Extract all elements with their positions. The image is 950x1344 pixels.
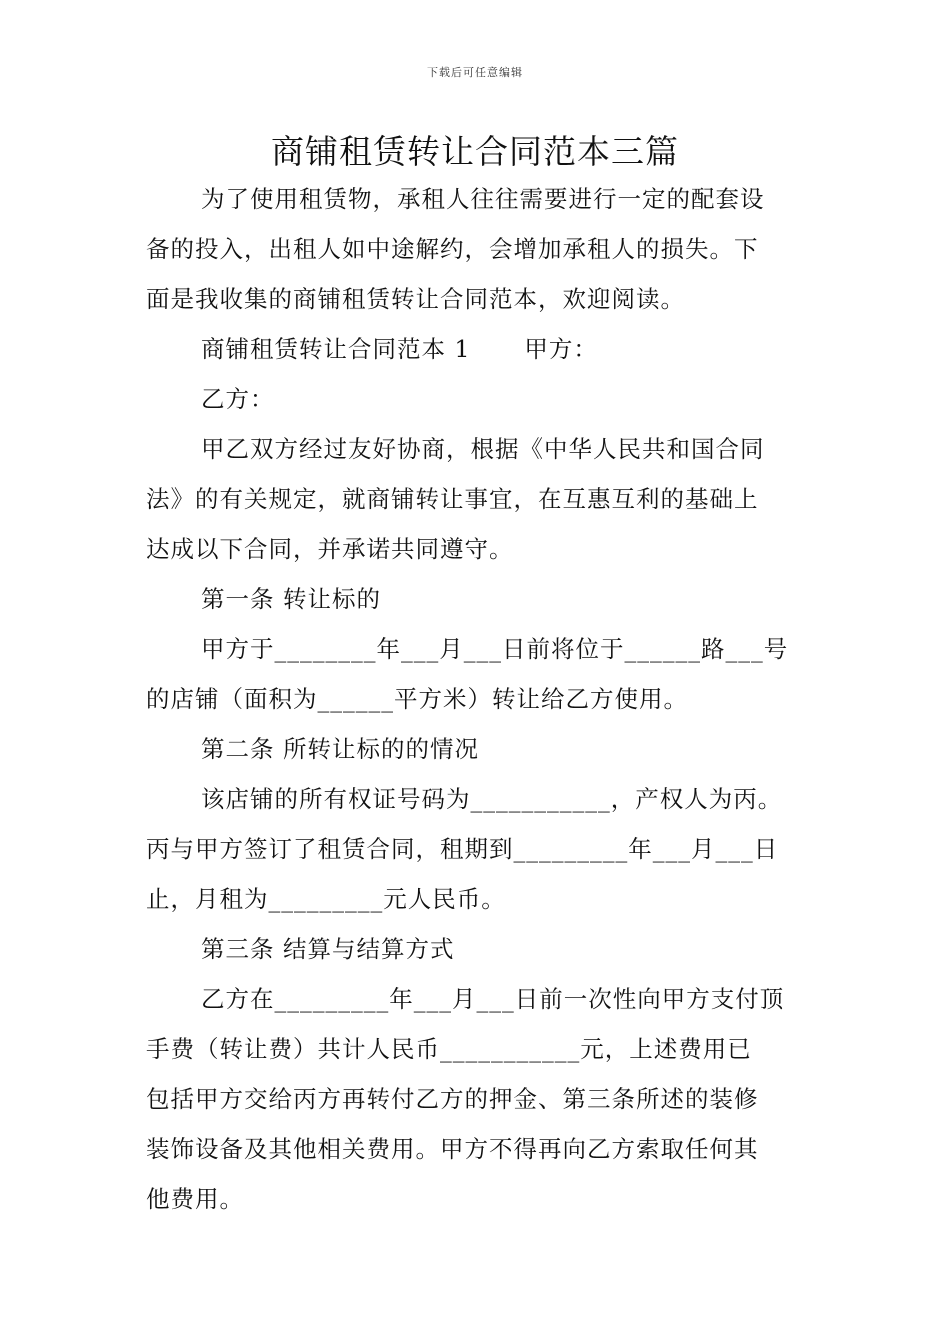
preamble-line-1: 甲乙双方经过友好协商，根据《中华人民共和国合同 bbox=[201, 435, 765, 463]
article-2-line-2: 丙与甲方签订了租赁合同，租期到_________年___月___日 bbox=[146, 835, 779, 863]
article-1 bbox=[146, 574, 826, 724]
article-1-line-1: 甲方于________年___月___日前将位于______路___号 bbox=[201, 635, 789, 663]
article-3-line-3: 包括甲方交给丙方再转付乙方的押金、第三条所述的装修 bbox=[146, 1085, 759, 1113]
article-3-line-5: 他费用。 bbox=[146, 1185, 244, 1213]
article-3-line-1: 乙方在_________年___月___日前一次性向甲方支付顶 bbox=[201, 985, 785, 1013]
contract-heading-row bbox=[146, 324, 826, 374]
preamble-paragraph bbox=[146, 424, 826, 574]
contract-heading-line bbox=[146, 324, 826, 374]
article-3-heading: 第三条 结算与结算方式 bbox=[201, 935, 455, 963]
intro-paragraph bbox=[146, 174, 826, 324]
article-2-line-1: 该店铺的所有权证号码为___________，产权人为丙。 bbox=[201, 785, 783, 813]
document-body bbox=[146, 174, 826, 1224]
contract-heading: 商铺租赁转让合同范本 1 bbox=[201, 335, 471, 363]
preamble-line-3: 达成以下合同，并承诺共同遵守。 bbox=[146, 535, 514, 563]
header-note: 下载后可任意编辑 bbox=[427, 66, 523, 79]
article-3-line-2: 手费（转让费）共计人民币___________元，上述费用已 bbox=[146, 1035, 752, 1063]
party-b-label: 乙方： bbox=[201, 385, 275, 413]
intro-line-3: 面是我收集的商铺租赁转让合同范本，欢迎阅读。 bbox=[146, 285, 685, 313]
party-a-label: 甲方： bbox=[524, 335, 598, 363]
article-1-line-2: 的店铺（面积为______平方米）转让给乙方使用。 bbox=[146, 685, 688, 713]
party-b-row bbox=[146, 374, 826, 424]
article-3 bbox=[146, 924, 826, 1224]
preamble-line-2: 法》的有关规定，就商铺转让事宜，在互惠互利的基础上 bbox=[146, 485, 759, 513]
article-1-heading: 第一条 转让标的 bbox=[201, 585, 381, 613]
intro-line-2: 备的投入，出租人如中途解约，会增加承租人的损失。下 bbox=[146, 235, 759, 263]
article-2 bbox=[146, 724, 826, 924]
document-title: 商铺租赁转让合同范本三篇 bbox=[271, 132, 679, 171]
article-2-heading: 第二条 所转让标的的情况 bbox=[201, 735, 479, 763]
intro-line-1: 为了使用租赁物，承租人往往需要进行一定的配套设 bbox=[201, 185, 765, 213]
article-3-line-4: 装饰设备及其他相关费用。甲方不得再向乙方索取任何其 bbox=[146, 1135, 759, 1163]
article-2-line-3: 止，月租为_________元人民币。 bbox=[146, 885, 506, 913]
